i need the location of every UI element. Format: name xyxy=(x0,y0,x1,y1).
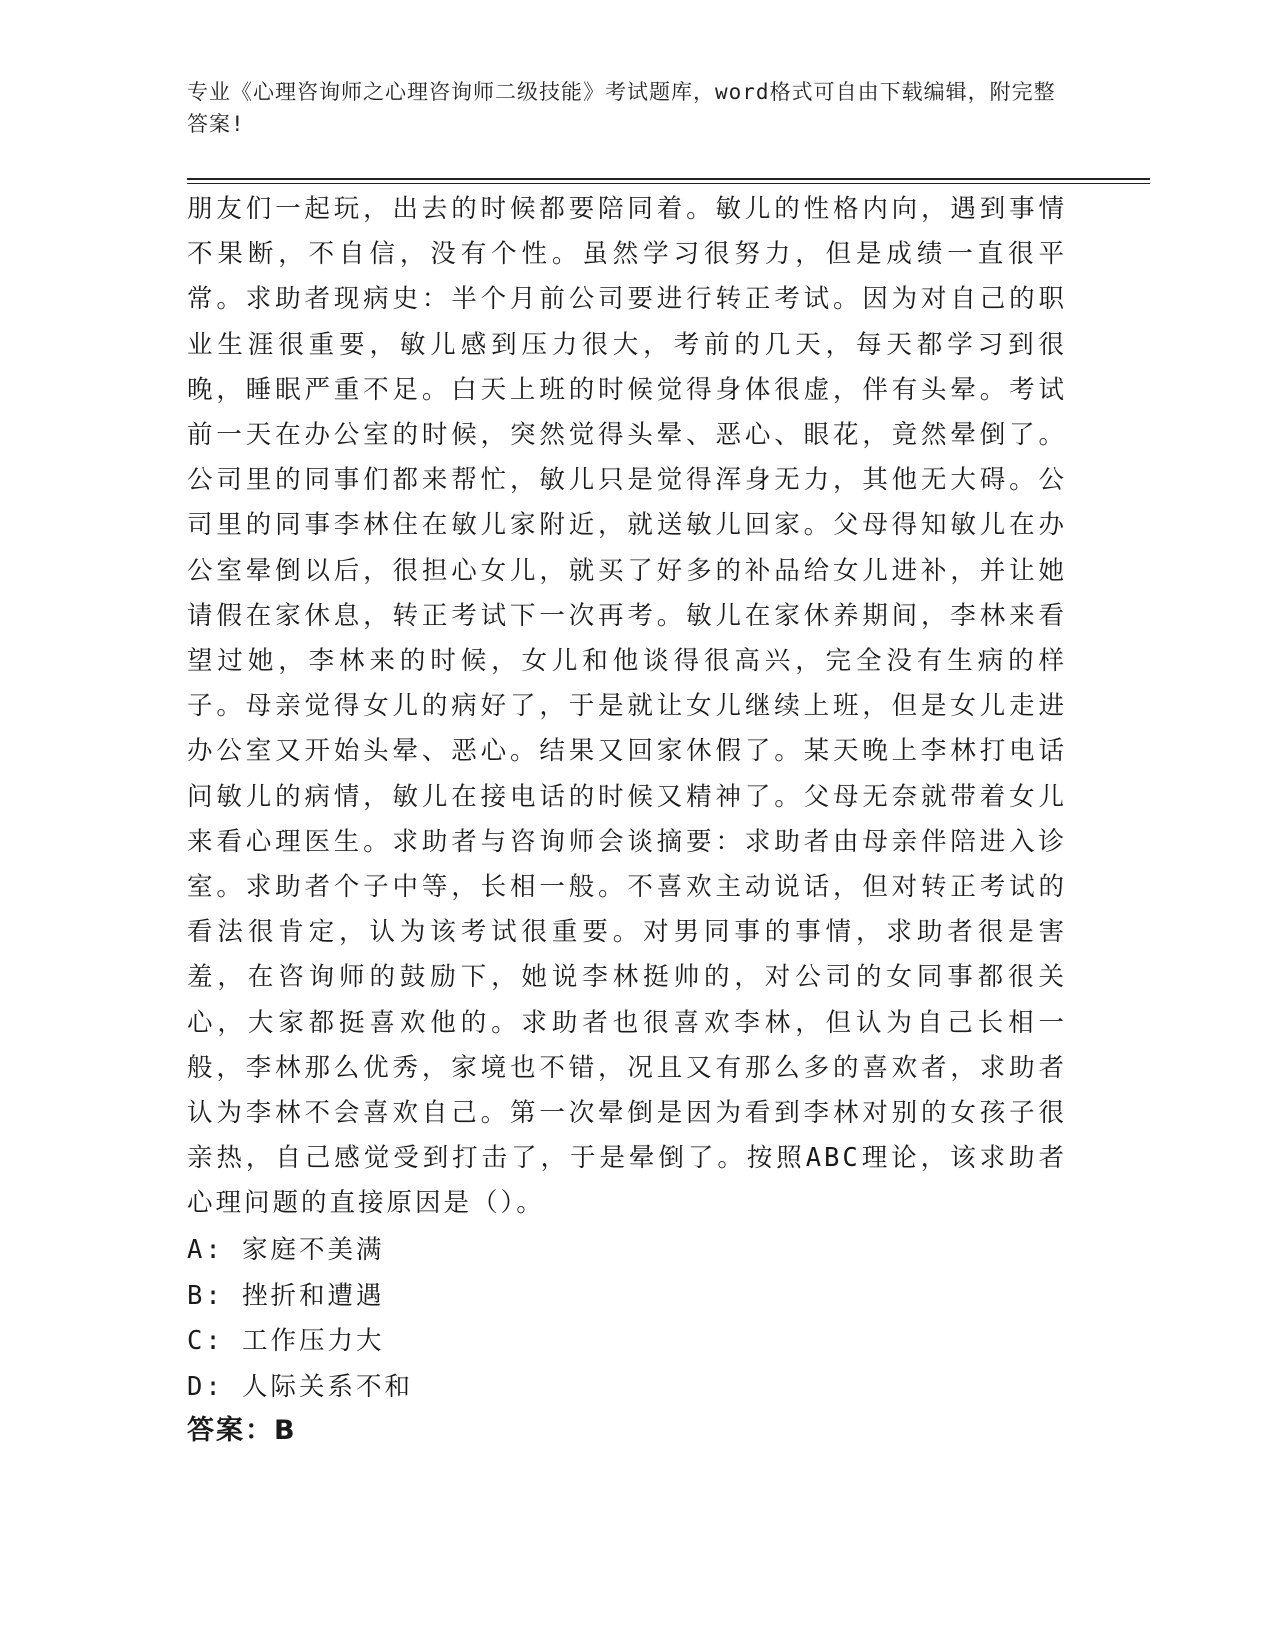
option-c: C: 工作压力大 xyxy=(187,1326,385,1356)
options-list xyxy=(187,1228,1067,1410)
option-d: D: 人际关系不和 xyxy=(187,1371,414,1402)
header-rule-thin xyxy=(187,183,1150,184)
document-header: 专业《心理咨询师之心理咨询师二级技能》考试题库，word格式可自由下载编辑，附完整答案! xyxy=(187,80,1056,136)
option-a: A: 家庭不美满 xyxy=(187,1235,385,1265)
header-rule-thick xyxy=(187,178,1150,180)
question-text: 朋友们一起玩，出去的时候都要陪同着。敏儿的性格内向，遇到事情不果断，不自信，没有个性。虽然学习很努力，但是成绩一直很平常。求助者现病史：半个月前公司要进行转正考试。因为对自己的职业生涯很重要，敏儿感到压力很大，考前的几天，每天都学习到很晚，睡眠严重不足。白天上班的时候觉得身体很虚，伴有头晕。考试前一天在办公室的时候，突然觉得头晕、恶心、眼花，竟然晕倒了。公司里的同事们都来帮忙，敏儿只是觉得浑身无力，其他无大碍。公司里的同事李林住在敏儿家附近，就送敏儿回家。父母得知敏儿在办公室晕倒以后，很担心女儿，就买了好多的补品给女儿进补，并让她请假在家休息，转正考试下一次再考。敏儿在家休养期间，李林来看望过她，李林来的时候，女儿和他谈得很高兴，完全没有生病的样子。母亲觉得女儿的病好了，于是就让女儿继续上班，但是女儿走进办公室又开始头晕、恶心。结果又回家休假了。某天晚上李林打电话问敏儿的病情，敏儿在接电话的时候又精神了。父母无奈就带着女儿来看心理医生。求助者与咨询师会谈摘要：求助者由母亲伴陪进入诊室。求助者个子中等，长相一般。不喜欢主动说话，但对转正考试的看法很肯定，认为该考试很重要。对男同事的事情，求助者很是害羞，在咨询师的鼓励下，她说李林挺帅的，对公司的女同事都很关心，大家都挺喜欢他的。求助者也很喜欢李林，但认为自己长相一般，李林那么优秀，家境也不错，况且又有那么多的喜欢者，求助者认为李林不会喜欢自己。第一次晕倒是因为看到李林对别的女孩子很亲热，自己感觉受到打击了，于是晕倒了。按照ABC理论，该求助者心理问题的直接原因是（）。 xyxy=(187,194,1067,1219)
option-b: B: 挫折和遭遇 xyxy=(187,1280,385,1311)
answer-line: 答案：B xyxy=(187,1415,297,1446)
